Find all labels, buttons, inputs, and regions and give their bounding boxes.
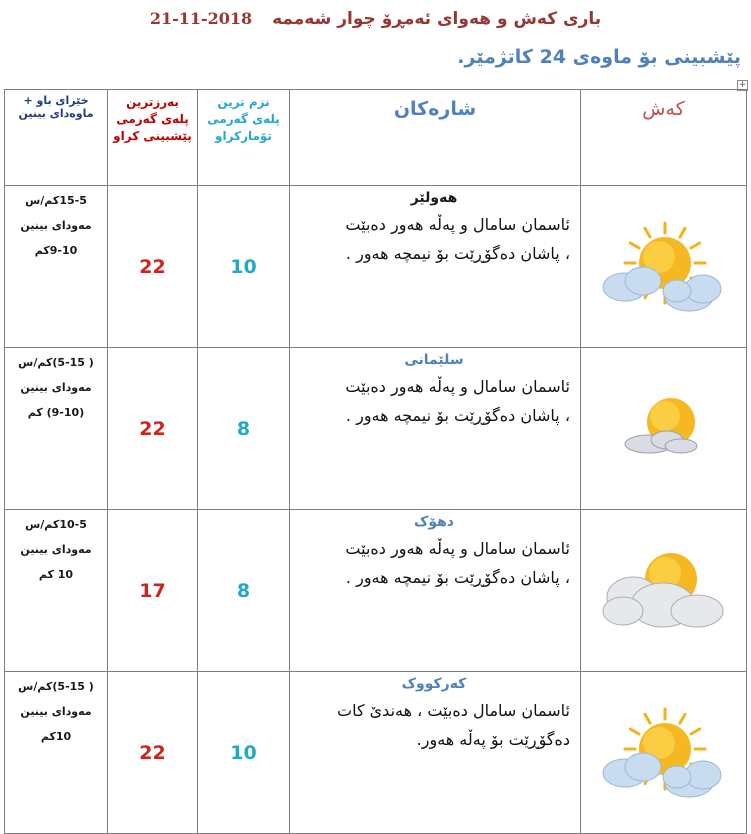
forecast-row xyxy=(5,348,747,510)
forecast-row xyxy=(5,672,747,834)
page-title-date: 2018-11-21 xyxy=(149,9,253,28)
min-temp-cell: 10 xyxy=(198,186,290,348)
visibility-value: 10 کم xyxy=(38,568,74,581)
weather-icon-cell xyxy=(581,672,747,834)
description-line: ، پاشان دەگۆڕێت بۆ نیمچە هەور . xyxy=(345,244,570,263)
city-description-cell xyxy=(290,348,581,510)
header-wind: خێرای باو + ماوەدای بینین xyxy=(5,90,108,186)
city-name: کەرکووک xyxy=(401,676,467,692)
sun-small-cloud-icon xyxy=(581,394,746,464)
description-line: دەگۆڕێت بۆ پەڵە هەور. xyxy=(416,730,570,749)
header-min-temp: نزم ترین پلەی گەرمی تۆمارکراو xyxy=(198,90,290,186)
description-line: ، پاشان دەگۆڕێت بۆ نیمچە هەور . xyxy=(345,406,570,425)
forecast-table xyxy=(4,89,747,834)
cloud-over-sun-icon xyxy=(581,549,746,633)
wind-speed: ( 5-15)کم/س xyxy=(18,680,94,693)
weather-icon-cell xyxy=(581,348,747,510)
wind-speed: ( 5-15)کم/س xyxy=(18,356,94,369)
weather-icon-cell xyxy=(581,186,747,348)
min-temp-cell: 10 xyxy=(198,672,290,834)
max-temp-cell: 22 xyxy=(108,186,198,348)
description-line: ئاسمان سامال و پەڵە هەور دەبێت xyxy=(345,215,570,234)
wind-speed: 15-5کم/س xyxy=(25,194,87,207)
visibility-value: 9-10کم xyxy=(34,244,78,257)
sun-behind-cloud-icon xyxy=(581,211,746,323)
city-description-cell xyxy=(290,510,581,672)
city-name: سلێمانی xyxy=(404,352,464,368)
description-line: ئاسمان سامال دەبێت ، هەندێ کات xyxy=(337,701,570,720)
max-temp-cell: 22 xyxy=(108,672,198,834)
max-temp-cell: 22 xyxy=(108,348,198,510)
city-description-cell xyxy=(290,186,581,348)
page-title xyxy=(0,9,751,29)
header-max-temp: بەرزترین پلەی گەرمی پێشبینی کراو xyxy=(108,90,198,186)
min-temp-cell: 8 xyxy=(198,510,290,672)
visibility-label: مەودای بینین xyxy=(20,381,92,394)
description-line: ئاسمان سامال و پەڵە هەور دەبێت xyxy=(345,377,570,396)
page-title-text: باری کەش و هەوای ئەمڕۆ چوار شەممە xyxy=(272,9,602,29)
weather-icon-cell xyxy=(581,510,747,672)
table-move-handle-icon[interactable]: + xyxy=(738,80,747,90)
visibility-value: 10کم xyxy=(40,730,72,743)
description-line: ، پاشان دەگۆڕێت بۆ نیمچە هەور . xyxy=(345,568,570,587)
city-description-cell xyxy=(290,672,581,834)
wind-visibility-cell xyxy=(5,672,108,834)
visibility-value: (9-10) کم xyxy=(27,406,85,419)
wind-speed: 10-5کم/س xyxy=(25,518,87,531)
wind-visibility-cell xyxy=(5,186,108,348)
sun-behind-cloud-icon xyxy=(581,697,746,809)
visibility-label: مەودای بینین xyxy=(20,543,92,556)
visibility-label: مەودای بینین xyxy=(20,705,92,718)
city-name: هەولێر xyxy=(410,190,458,206)
forecast-row xyxy=(5,186,747,348)
header-weather: کەش xyxy=(581,90,747,186)
header-cities: شارەکان xyxy=(290,90,581,186)
forecast-subtitle: پێشبینی بۆ ماوەی 24 کاتژمێر. xyxy=(457,46,741,68)
wind-visibility-cell xyxy=(5,510,108,672)
min-temp-cell: 8 xyxy=(198,348,290,510)
city-name: دهۆک xyxy=(413,514,454,530)
forecast-row xyxy=(5,510,747,672)
max-temp-cell: 17 xyxy=(108,510,198,672)
wind-visibility-cell xyxy=(5,348,108,510)
visibility-label: مەودای بینین xyxy=(20,219,92,232)
description-line: ئاسمان سامال و پەڵە هەور دەبێت xyxy=(345,539,570,558)
header-row xyxy=(5,90,747,186)
